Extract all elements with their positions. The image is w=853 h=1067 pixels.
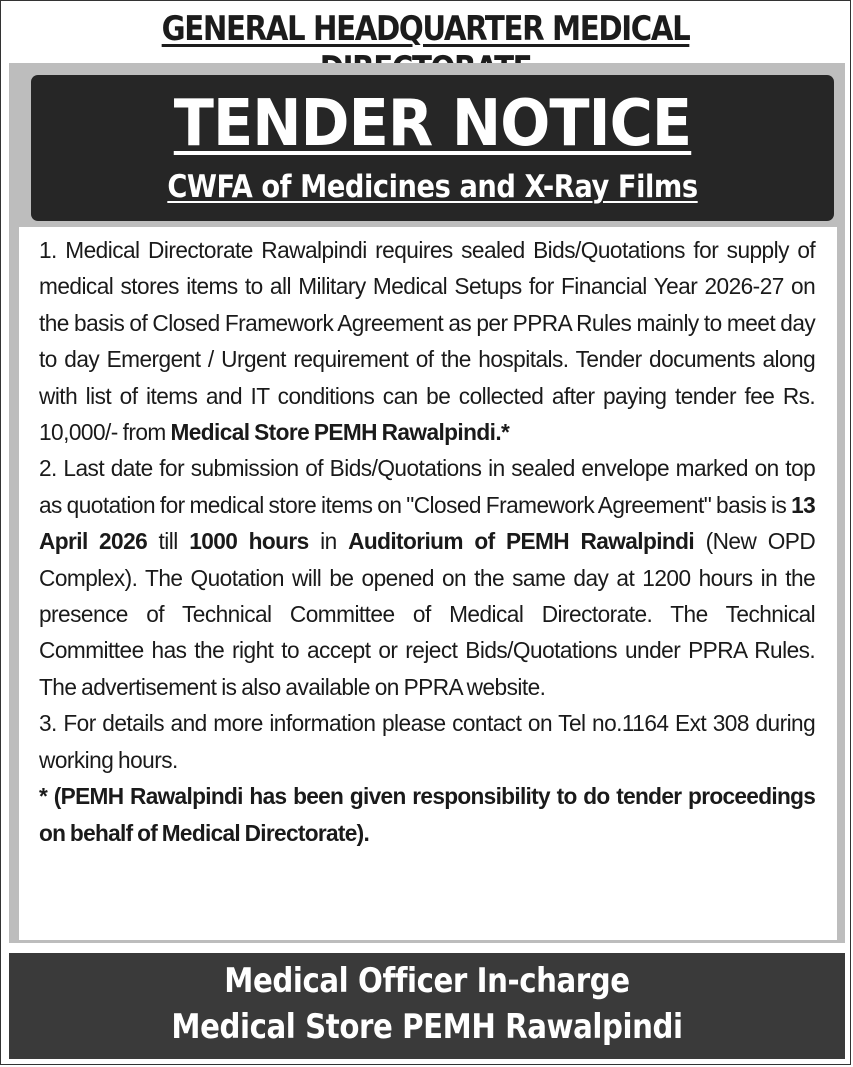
signature-footer: [9, 953, 845, 1059]
paragraph-1-location: Medical Store PEMH Rawalpindi.*: [170, 419, 510, 446]
paragraph-2-text-d: (New OPD Complex). The Quotation will be opened on the same day at 1200 hours in the presence of Technical Committee of Medical Directorate. The Technical Committee has the right to accept or reject Bids/Quotations under PPRA Rules. The advertisement is also available on PPRA website.: [39, 528, 816, 700]
signatory-title: Medical Officer In-charge: [224, 961, 630, 1001]
notice-body-text: [39, 232, 815, 851]
banner-subtitle: [79, 169, 786, 205]
notice-body: [19, 227, 837, 940]
paragraph-2-text-b: till: [147, 528, 190, 555]
paragraph-2: [39, 450, 815, 705]
banner-subtitle-text: CWFA of Medicines and X-Ray Films: [167, 169, 698, 205]
paragraph-3: [39, 705, 815, 778]
paragraph-1-text: 1. Medical Directorate Rawalpindi requires sealed Bids/Quotations for supply of medical stores items to all Military Medical Setups for Financial Year 2026-27 on the basis of Closed Framework Agreement as per PPRA Rules mainly to meet day to day Emergent / Urgent requirement of the hospitals. Tender documents along with list of items and IT conditions can be collected after paying tender fee Rs. 10,000/- from: [39, 237, 816, 446]
paragraph-2-text-c: in: [308, 528, 349, 555]
banner-title: [63, 87, 802, 161]
submission-venue: Auditorium of PEMH Rawalpindi: [348, 528, 695, 555]
paragraph-3-text: 3. For details and more information please contact on Tel no.1164 Ext 308 during working hours.: [39, 710, 816, 773]
paragraph-2-text-a: 2. Last date for submission of Bids/Quotations in sealed envelope marked on top as quotation for medical store items on "Closed Framework Agreement" basis is: [39, 455, 816, 518]
submission-date: 13 April 2026: [39, 491, 816, 555]
responsibility-note: * (PEMH Rawalpindi has been given responsibility to do tender proceedings on behalf of Medical Directorate).: [39, 783, 816, 846]
signatory-office: Medical Store PEMH Rawalpindi: [171, 1007, 683, 1047]
tender-banner: [31, 75, 834, 221]
paragraph-1: [39, 232, 815, 450]
organization-heading-text: GENERAL HEADQUARTER MEDICAL: [161, 9, 690, 49]
submission-time: 1000 hours: [189, 528, 309, 555]
banner-title-text: TENDER NOTICE: [173, 87, 692, 161]
